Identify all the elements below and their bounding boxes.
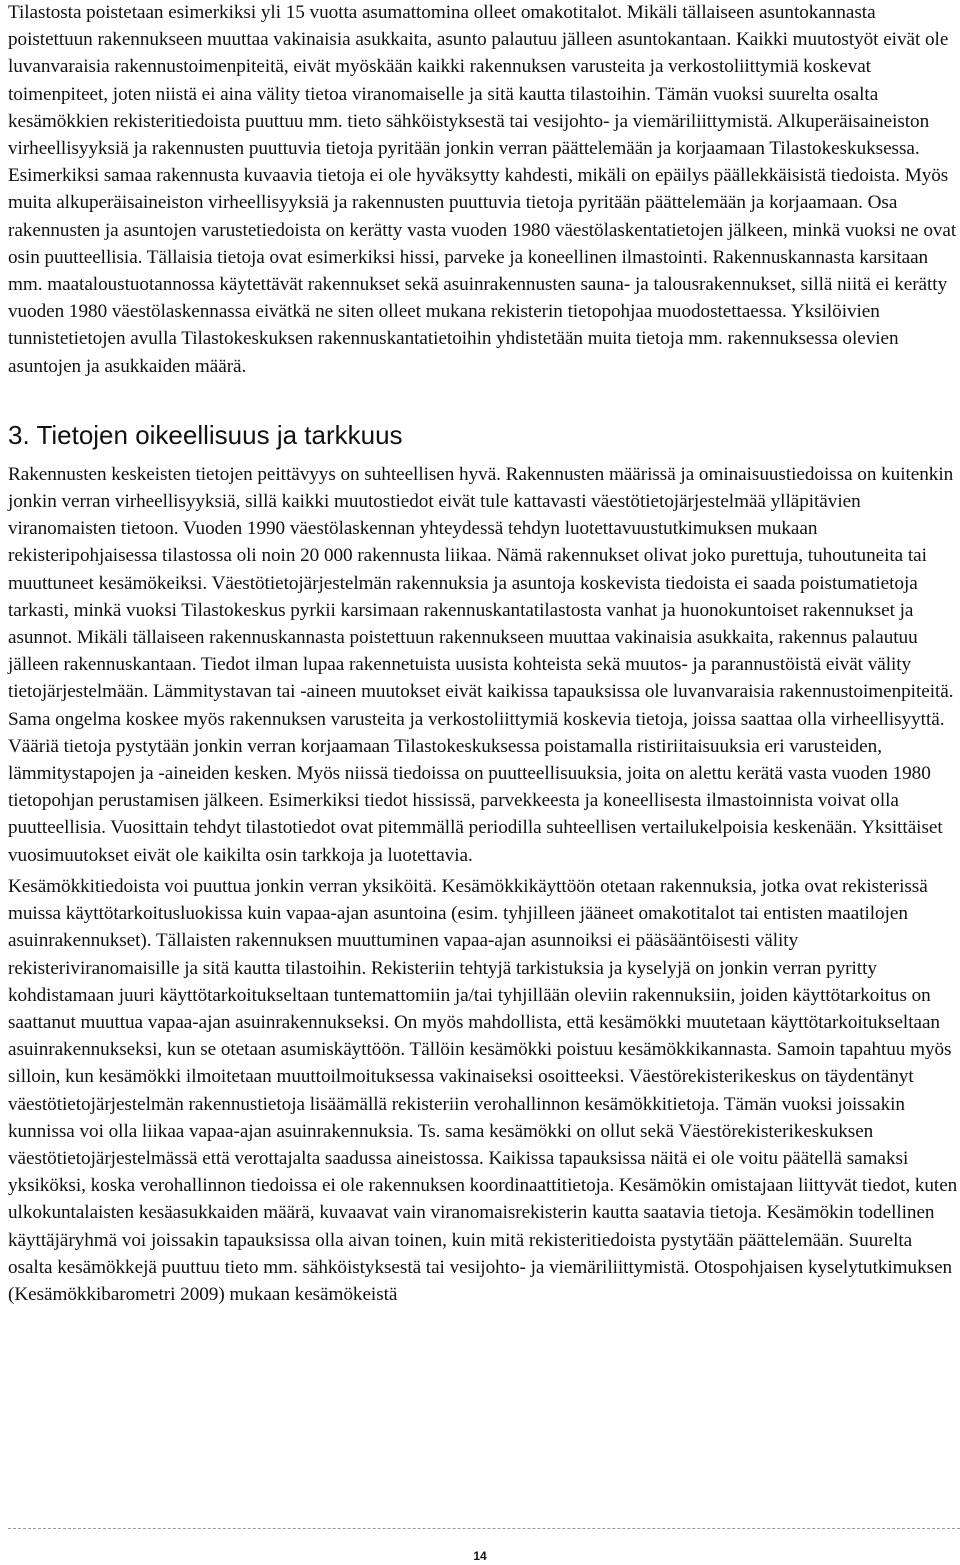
document-page <box>8 0 958 1312</box>
section-heading: 3. Tietojen oikeellisuus ja tarkkuus <box>8 419 403 450</box>
footer-divider <box>8 1528 960 1529</box>
section-paragraph-1: Rakennusten keskeisten tietojen peittävyys on suhteellisen hyvä. Rakennusten määrissä ja ominaisuustiedoissa on kuitenkin jonkin verran virheellisyyksiä, sillä kaikki muutostiedot eivät tule kattavasti väestötietojärjestelmää ylläpitävien viranomaisten tietoon. Vuoden 1990 väestölaskennan yhteydessä tehdyn luotettavuustutkimuksen mukaan rekisteripohjaisessa tilastossa oli noin 20 000 rakennusta liikaa. Nämä rakennukset olivat joko purettuja, tuhoutuneita tai muuttuneet kesämökeiksi. Väestötietojärjestelmän rakennuksia ja asuntoja koskevista tiedoista ei saada poistumatietoja tarkasti, minkä vuoksi Tilastokeskus pyrkii karsimaan rakennuskantatilastosta vanhat ja huonokuntoiset rakennukset ja asunnot. Mikäli tällaiseen rakennuskannasta poistettuun rakennukseen muuttaa vakinaisia asukkaita, rakennus palautuu jälleen rakennuskantaan. Tiedot ilman lupaa rakennetuista uusista kohteista sekä muutos- ja parannustöistä eivät välity tietojärjestelmään. Lämmitystavan tai -aineen muutokset eivät kaikissa tapauksissa ole luvanvaraisia rakennustoimenpiteitä. Sama ongelma koskee myös rakennuksen varusteita ja verkostoliittymiä koskevia tietoja, joissa saattaa olla virheellisyyttä. Vääriä tietoja pystytään jonkin verran korjaamaan Tilastokeskuksessa poistamalla ristiriitaisuuksia eri varusteiden, lämmitystapojen ja -aineiden kesken. Myös niissä tiedoissa on puutteellisuuksia, joita on alettu kerätä vasta vuoden 1980 tietopohjan perustamisen jälkeen. Esimerkiksi tiedot hississä, parvekkeesta ja koneellisesta ilmastoinnista voivat olla puutteellisia. Vuosittain tehdyt tilastotiedot ovat pitemmällä periodilla suhteellisen vertailukelpoisia keskenään. Yksittäiset vuosimuutokset eivät ole kaikilta osin tarkkoja ja luotettavia. <box>8 463 954 866</box>
page-number: 14 <box>473 1549 487 1563</box>
intro-paragraph: Tilastosta poistetaan esimerkiksi yli 15 vuotta asumattomina olleet omakotitalot. Mikäli tällaiseen asuntokannasta poistettuun rakennukseen muuttaa vakinaisia asukkaita, asunto palautuu jälleen asuntokantaan. Kaikki muutostyöt eivät ole luvanvaraisia rakennustoimenpiteitä, eivät myöskään kaikki rakennuksen varusteita ja verkostoliittymiä koskevat toimenpiteet, joten niistä ei aina välity tietoa viranomaiselle ja sitä kautta tilastoihin. Tämän vuoksi suurelta osalta kesämökkien rekisteritiedoista puuttuu mm. tieto sähköistyksestä tai vesijohto- ja viemäriliittymistä. Alkuperäisaineiston virheellisyyksiä ja rakennusten puuttuvia tietoja pyritään jonkin verran päättelemään ja korjaamaan Tilastokeskuksessa. Esimerkiksi samaa rakennusta kuvaavia tietoja ei ole hyväksytty kahdesti, mikäli on epäilys päällekkäisistä tiedoista. Myös muita alkuperäisaineiston virheellisyyksiä ja rakennusten puuttuvia tietoja pyritään päättelemään ja korjaamaan. Osa rakennusten ja asuntojen varustetiedoista on kerätty vasta vuoden 1980 väestölaskentatietojen jälkeen, minkä vuoksi ne ovat osin puutteellisia. Tällaisia tietoja ovat esimerkiksi hissi, parveke ja koneellinen ilmastointi. Rakennuskannasta karsitaan mm. maataloustuotannossa käytettävät rakennukset sekä asuinrakennusten sauna- ja talousrakennukset, sillä niitä ei kerätty vuoden 1980 väestölaskennassa eivätkä ne siten olleet mukana rekisterin tietopohjaa muodostettaessa. Yksilöivien tunnistetietojen avulla Tilastokeskuksen rakennuskantatietoihin yhdistetään muita tietoja mm. rakennuksessa olevien asuntojen ja asukkaiden määrä. <box>8 2 957 377</box>
section-paragraph-2: Kesämökkitiedoista voi puuttua jonkin verran yksiköitä. Kesämökkikäyttöön otetaan rakennuksia, jotka ovat rekisterissä muissa käyttötarkoitusluokissa kuin vapaa-ajan asuntoina (esim. tyhjilleen jääneet omakotitalot tai entisten maatilojen asuinrakennukset). Tällaisten rakennuksen muuttuminen vapaa-ajan asunnoiksi ei pääsääntöisesti välity rekisteriviranomaisille ja sitä kautta tilastoihin. Rekisteriin tehtyjä tarkistuksia ja kyselyjä on jonkin verran pyritty kohdistamaan juuri käyttötarkoitukseltaan tuntemattomiin ja/tai tyhjillään oleviin rakennuksiin, joiden käyttötarkoitus on saattanut muuttua vapaa-ajan asuinrakennukseksi. On myös mahdollista, että kesämökki muutetaan käyttötarkoitukseltaan asuinrakennukseksi, kun se otetaan asumiskäyttöön. Tällöin kesämökki poistuu kesämökkikannasta. Samoin tapahtuu myös silloin, kun kesämökki ilmoitetaan muuttoilmoituksessa vakinaiseksi osoitteeksi. Väestörekisterikeskus on täydentänyt väestötietojärjestelmän rakennustietoja lisäämällä rekisteriin verohallinnon kesämökkitietoja. Tämän vuoksi joissakin kunnissa voi olla liikaa vapaa-ajan asuinrakennuksia. Ts. sama kesämökki on ollut sekä Väestörekisterikeskuksen väestötietojärjestelmässä että verottajalta saadussa aineistossa. Kaikissa tapauksissa näitä ei ole voitu päätellä samaksi yksiköksi, koska verohallinnon tiedoissa ei ole rakennuksen koordinaattitietoja. Kesämökin omistajaan liittyvät tiedot, kuten ulkokuntalaisten kesäasukkaiden määrä, kuvaavat vain viranomaisrekisterin kautta saatavia tietoja. Kesämökin todellinen käyttäjäryhmä voi joissakin tapauksissa olla aivan toinen, kuin mitä rekisteritiedoista pystytään päättelemään. Suurelta osalta kesämökkejä puuttuu tieto mm. sähköistyksestä tai vesijohto- ja viemäriliittymistä. Otospohjaisen kyselytutkimuksen (Kesämökkibarometri 2009) mukaan kesämökeistä <box>8 875 958 1305</box>
